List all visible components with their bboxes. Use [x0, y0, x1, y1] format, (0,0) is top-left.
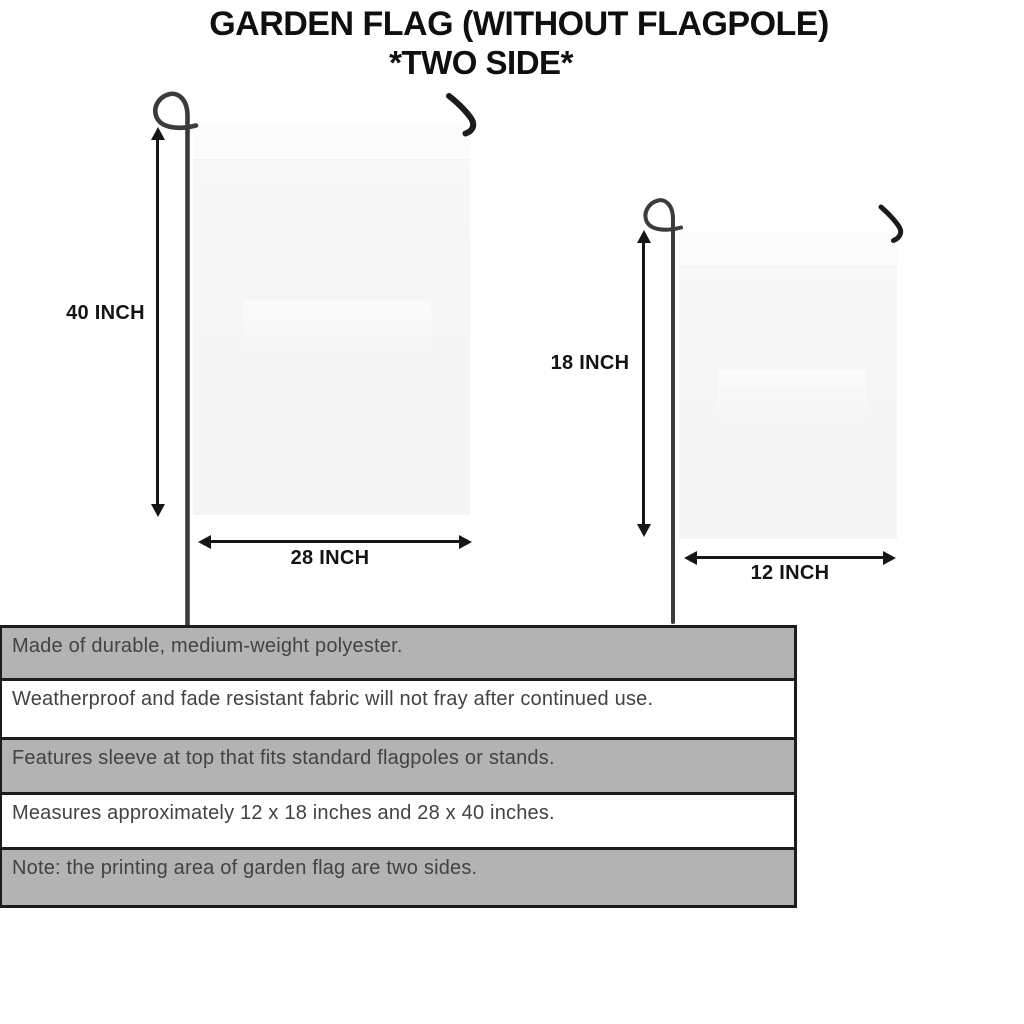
large-flag-height-label: 40 INCH: [66, 302, 145, 324]
feature-row: [2, 678, 794, 737]
page-title: [0, 4, 1024, 82]
feature-text: Note: the printing area of garden flag are two sides.: [12, 857, 478, 879]
feature-text: Weatherproof and fade resistant fabric will not fray after continued use.: [12, 688, 654, 710]
page-title-line-2: *TWO SIDE*: [389, 44, 573, 81]
small-flagpole-icon: [645, 200, 681, 622]
feature-text: Measures approximately 12 x 18 inches and 28 x 40 inches.: [12, 802, 555, 824]
feature-row: [2, 737, 794, 792]
feature-text: Features sleeve at top that fits standard flagpoles or stands.: [12, 747, 555, 769]
feature-row: [2, 847, 794, 905]
small-flag: [679, 232, 897, 539]
page-title-line-1: GARDEN FLAG (WITHOUT FLAGPOLE): [209, 5, 829, 43]
feature-row: [2, 792, 794, 847]
small-flag-height-label: 18 INCH: [550, 352, 630, 374]
feature-table: [0, 625, 797, 908]
large-flag-width-label: 28 INCH: [290, 547, 370, 569]
small-flag-height-arrow: [642, 243, 645, 524]
small-flag-width-label: 12 INCH: [750, 562, 830, 584]
feature-row: [2, 628, 794, 678]
feature-text: Made of durable, medium-weight polyester.: [12, 635, 403, 657]
large-flagpole-icon: [155, 94, 196, 625]
small-flag-width-arrow: [697, 556, 883, 559]
large-flag: [193, 125, 470, 515]
large-flag-width-arrow: [211, 540, 459, 543]
